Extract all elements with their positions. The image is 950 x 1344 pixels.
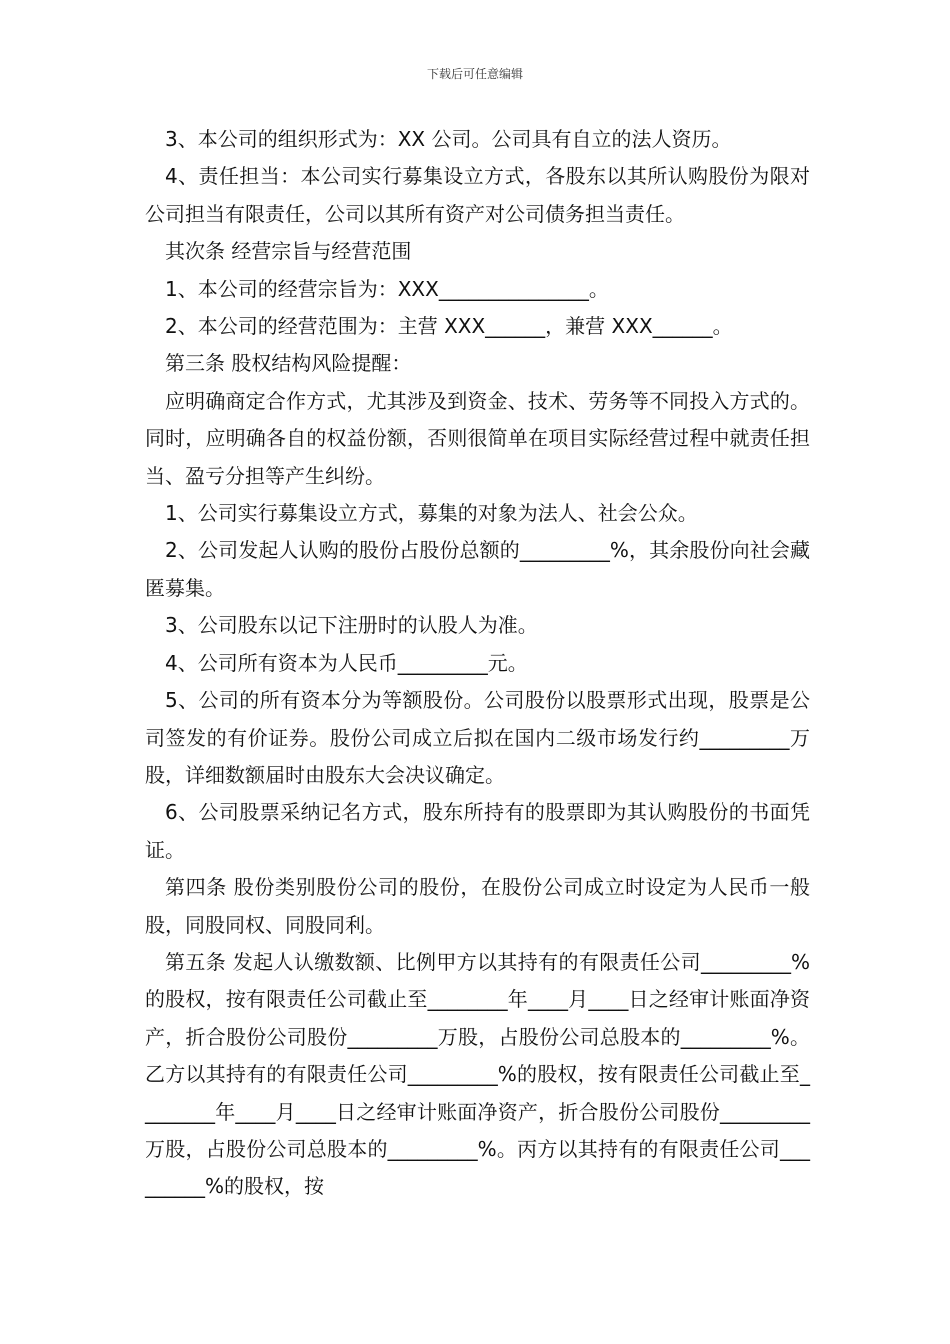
- paragraph-business-purpose: 1、本公司的经营宗旨为：XXX_______________。: [165, 276, 609, 301]
- paragraph-total-capital: 4、公司所有资本为人民币_________元。: [165, 650, 528, 675]
- heading-article-2: 其次条 经营宗旨与经营范围: [165, 239, 412, 264]
- document-body: [145, 121, 810, 1206]
- paragraph-business-scope: 2、本公司的经营范围为：主营 XXX______，兼营 XXX______。: [165, 314, 733, 339]
- paragraph-registered-shares: 6、公司股票采纳记名方式，股东所持有的股票即为其认购股份的书面凭证。: [145, 800, 810, 862]
- paragraph-organization-form: 3、本公司的组织形式为：XX 公司。公司具有自立的法人资历。: [165, 127, 732, 151]
- paragraph-share-division: 5、公司的所有资本分为等额股份。公司股份以股票形式出现，股票是公司签发的有价证券。股份公司成立后拟在国内二级市场发行约_________万股，详细数额届时由股东大会决议确定。: [145, 688, 810, 787]
- paragraph-article-5: 第五条 发起人认缴数额、比例甲方以其持有的有限责任公司_________%的股权，按有限责任公司截止至________年____月____日之经审计账面净资产，折合股份公司股份_________万股，占股份公司总股本的_________%。乙方以其持有的有限责任公司_________%的股权，按有限责任公司截止至________年____月____日之经审计账面净资产，折合股份公司股份_________万股，占股份公司总股本的_________%。丙方以其持有的有限责任公司_________%的股权，按: [145, 949, 810, 1199]
- paragraph-liability: 4、责任担当：本公司实行募集设立方式，各股东以其所认购股份为限对公司担当有限责任，公司以其所有资产对公司债务担当责任。: [145, 164, 810, 226]
- paragraph-shareholder-registration: 3、公司股东以记下注册时的认股人为准。: [165, 613, 538, 638]
- page-header: 下载后可任意编辑: [426, 67, 523, 81]
- paragraph-founder-shares: 2、公司发起人认购的股份占股份总额的_________%，其余股份向社会藏匿募集。: [145, 538, 810, 600]
- heading-article-3: 第三条 股权结构风险提醒：: [165, 351, 412, 376]
- paragraph-article-4: 第四条 股份类别股份公司的股份，在股份公司成立时设定为人民币一般股，同股同权、同股同利。: [145, 875, 810, 937]
- paragraph-offering-method: 1、公司实行募集设立方式，募集的对象为法人、社会公众。: [165, 501, 698, 526]
- paragraph-cooperation-note: 应明确商定合作方式，尤其涉及到资金、技术、劳务等不同投入方式的。同时，应明确各自的权益份额，否则很简单在项目实际经营过程中就责任担当、盈亏分担等产生纠纷。: [145, 388, 810, 488]
